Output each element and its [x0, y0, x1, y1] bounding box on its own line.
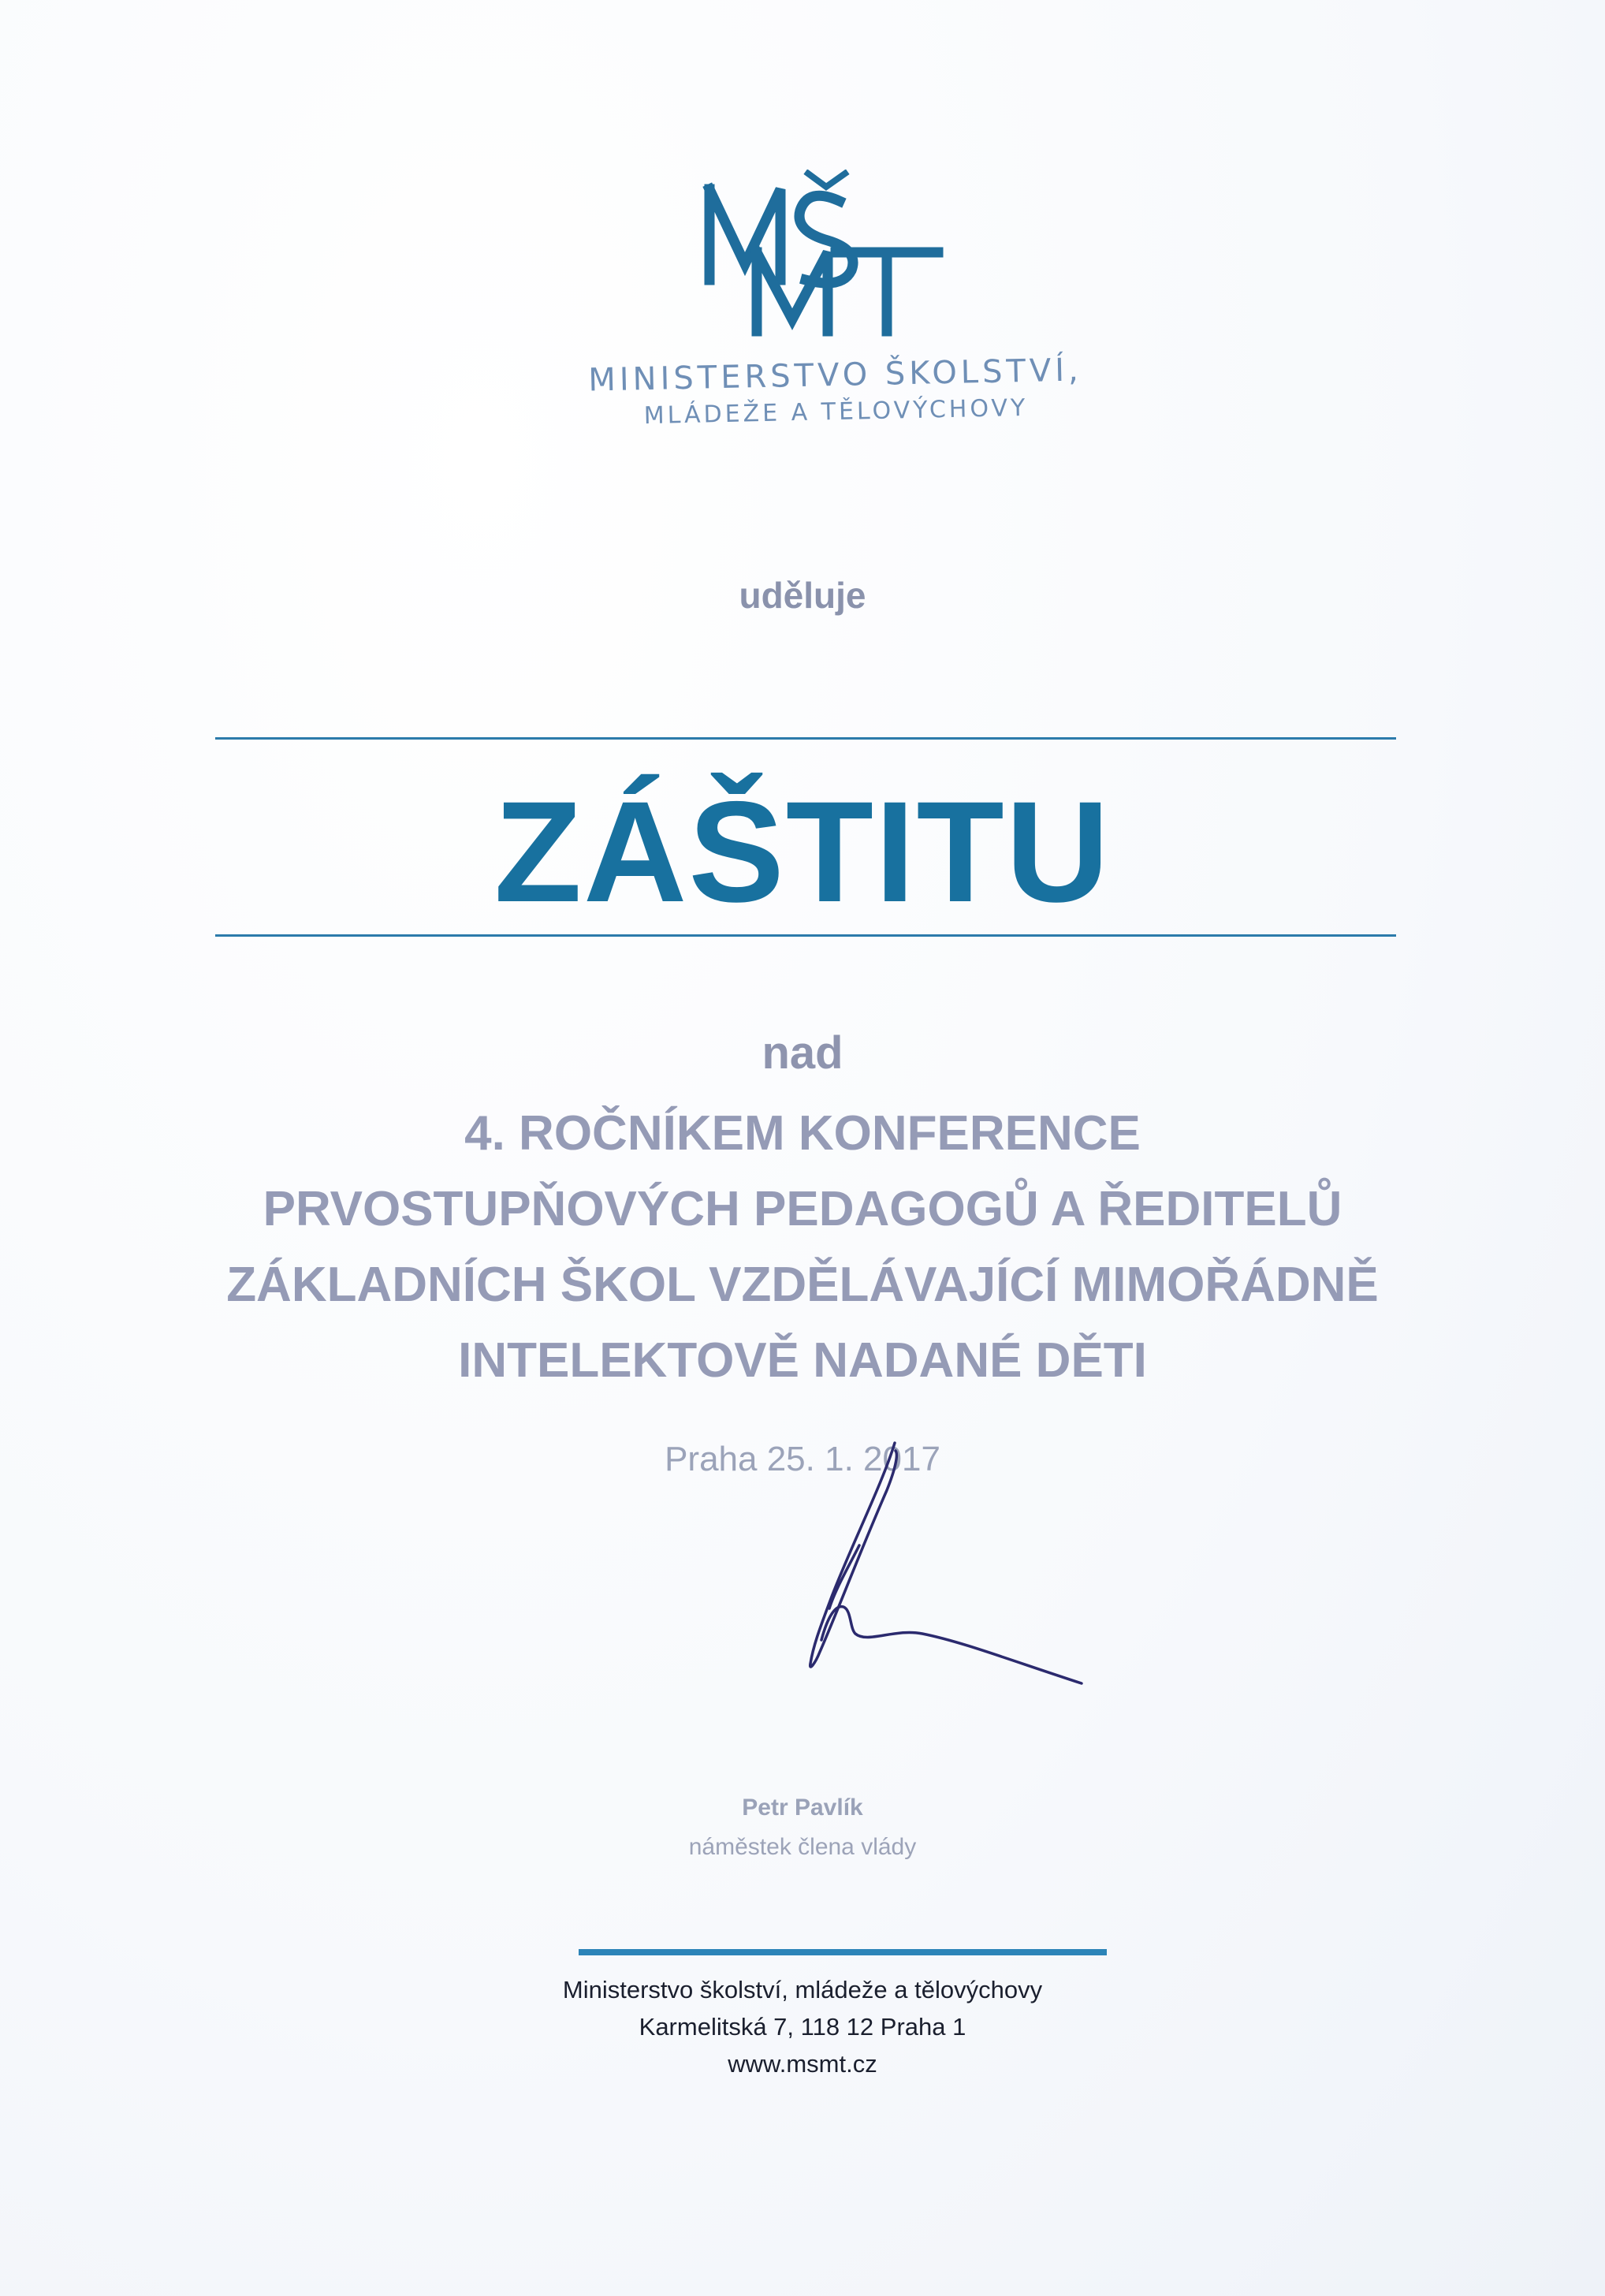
place-date: Praha 25. 1. 2017: [665, 1440, 940, 1478]
document-title: ZÁŠTITU: [493, 771, 1112, 932]
title-rule-bottom: [215, 934, 1396, 937]
over-text: nad: [762, 1027, 843, 1079]
title-rule-top: [215, 737, 1396, 740]
footer-org: Ministerstvo školství, mládeže a tělovýchovy: [562, 1976, 1043, 2003]
footer-web-link[interactable]: www.msmt.cz: [728, 2050, 877, 2078]
footer-address: Karmelitská 7, 118 12 Praha 1: [639, 2013, 966, 2041]
conference-line: INTELEKTOVĚ NADANÉ DĚTI: [458, 1333, 1147, 1388]
logo-name-line-2: MLÁDEŽE A TĚLOVÝCHOVY: [643, 393, 1029, 430]
intro-text: uděluje: [739, 575, 866, 616]
signer-name: Petr Pavlík: [742, 1795, 863, 1821]
footer-contact: [0, 1971, 1605, 2082]
conference-name: [0, 1096, 1605, 1399]
conference-line: ZÁKLADNÍCH ŠKOL VZDĚLÁVAJÍCÍ MIMOŘÁDNĚ: [226, 1258, 1379, 1312]
conference-line: 4. ROČNÍKEM KONFERENCE: [464, 1106, 1141, 1161]
footer-rule: [579, 1949, 1107, 1955]
logo-name-line-1: MINISTERSTVO ŠKOLSTVÍ,: [587, 352, 1083, 399]
handwritten-signature-icon: [757, 1427, 1104, 1695]
conference-line: PRVOSTUPŇOVÝCH PEDAGOGŮ A ŘEDITELŮ: [263, 1182, 1342, 1236]
signer-role: náměstek člena vlády: [688, 1834, 917, 1860]
logo-ministry-name: [551, 348, 1120, 434]
msmt-logo-mark-icon: [702, 170, 962, 339]
